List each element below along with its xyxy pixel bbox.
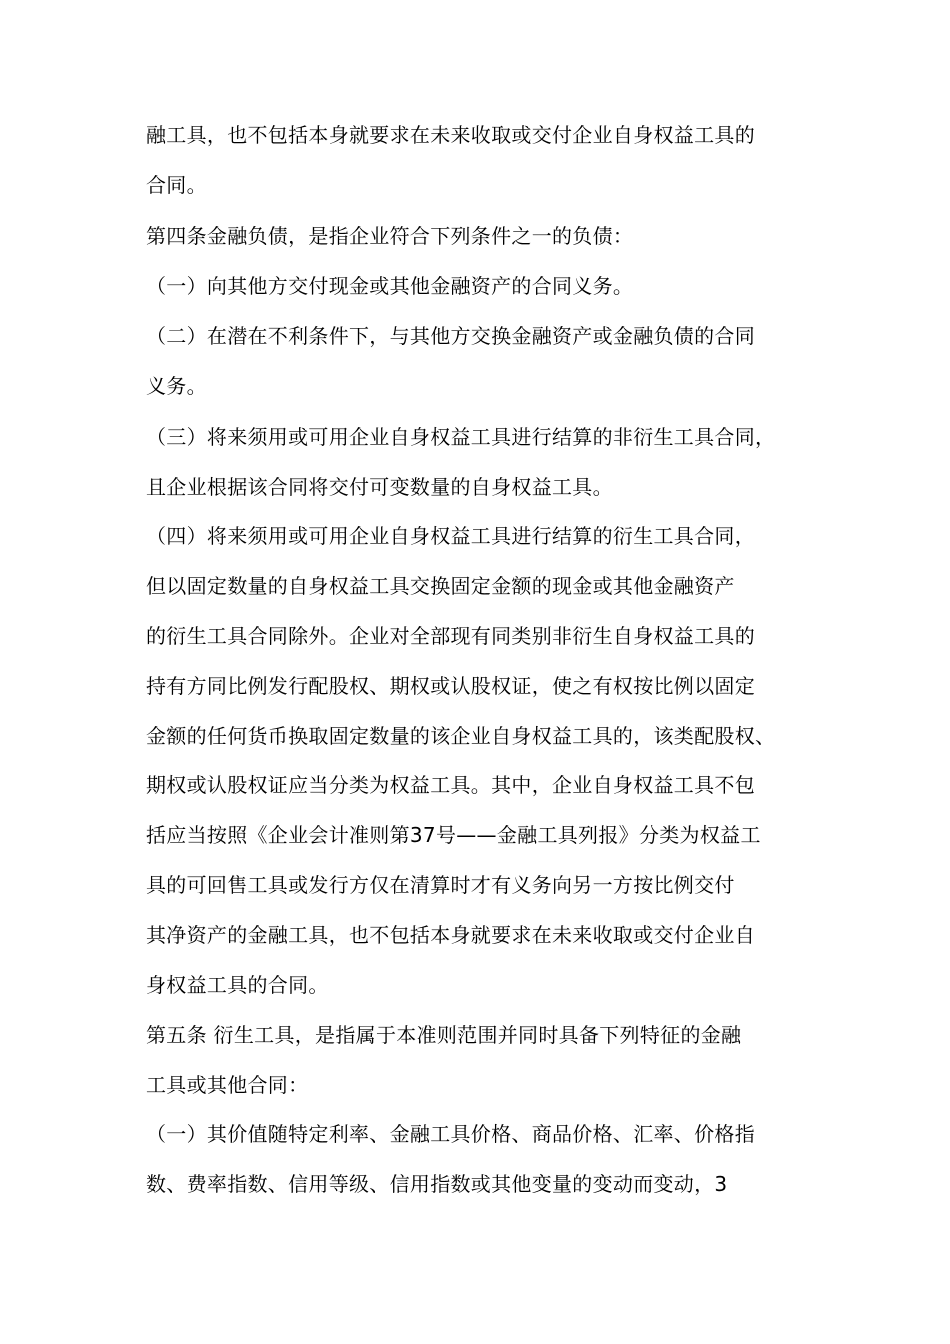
- text-line: 具的可回售工具或发行方仅在清算时才有义务向另一方按比例交付: [146, 873, 735, 897]
- text-line: 期权或认股权证应当分类为权益工具。其中，企业自身权益工具不包: [146, 773, 755, 797]
- text-line: 合同。: [146, 173, 207, 197]
- text-line: 括应当按照《企业会计准则第37号——金融工具列报》分类为权益工: [146, 823, 761, 847]
- text-line: 金额的任何货币换取固定数量的该企业自身权益工具的，该类配股权、: [146, 724, 776, 748]
- text-line: 身权益工具的合同。: [146, 973, 329, 997]
- text-line: 义务。: [146, 374, 207, 398]
- text-line: 但以固定数量的自身权益工具交换固定金额的现金或其他金融资产: [146, 574, 735, 598]
- text-line: 数、费率指数、信用等级、信用指数或其他变量的变动而变动，3: [146, 1172, 728, 1196]
- article-heading: 第五条 衍生工具，是指属于本准则范围并同时具备下列特征的金融: [146, 1023, 742, 1047]
- text-line: 工具或其他合同：: [146, 1073, 309, 1097]
- text-line: 持有方同比例发行配股权、期权或认股权证，使之有权按比例以固定: [146, 674, 755, 698]
- text-line: （四）将来须用或可用企业自身权益工具进行结算的衍生工具合同，: [146, 524, 755, 548]
- text-line: 融工具，也不包括本身就要求在未来收取或交付企业自身权益工具的: [146, 123, 755, 147]
- text-line: （三）将来须用或可用企业自身权益工具进行结算的非衍生工具合同，: [146, 425, 776, 449]
- text-line: （二）在潜在不利条件下，与其他方交换金融资产或金融负债的合同: [146, 324, 755, 348]
- text-line: 且企业根据该合同将交付可变数量的自身权益工具。: [146, 475, 613, 499]
- text-line: （一）向其他方交付现金或其他金融资产的合同义务。: [146, 274, 634, 298]
- text-line: 的衍生工具合同除外。企业对全部现有同类别非衍生自身权益工具的: [146, 624, 755, 648]
- text-line: （一）其价值随特定利率、金融工具价格、商品价格、汇率、价格指: [146, 1122, 755, 1146]
- article-heading: 第四条金融负债，是指企业符合下列条件之一的负债：: [146, 224, 634, 248]
- text-line: 其净资产的金融工具，也不包括本身就要求在未来收取或交付企业自: [146, 923, 755, 947]
